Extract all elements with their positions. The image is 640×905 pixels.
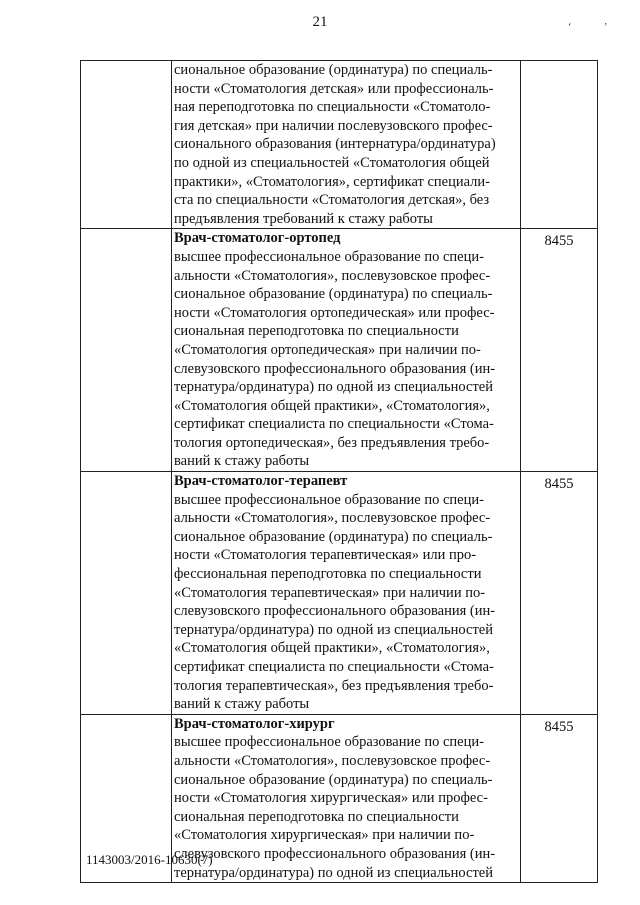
text-line: тология терапевтическая», без предъявления требо- (174, 677, 494, 694)
text-line: «Стоматология ортопедическая» при наличии по- (174, 341, 481, 358)
text-line: ваний к стажу работы (174, 453, 310, 470)
text-line: слевузовского профессионального образования (ин- (174, 360, 496, 377)
text-line: ности «Стоматология детская» или профессиональ- (174, 80, 494, 97)
text-line: сиональная переподготовка по специальности (174, 323, 459, 340)
empty-cell (81, 229, 172, 472)
table-row (81, 61, 598, 229)
text-line: ности «Стоматология хирургическая» или профес- (174, 790, 488, 807)
requirements-cell (172, 61, 521, 229)
position-heading: Врач-стоматолог-терапевт (174, 473, 348, 490)
text-line: «Стоматология общей практики», «Стоматология», (174, 640, 490, 657)
text-line: сиональное образование (ординатура) по специаль- (174, 62, 493, 78)
text-line: слевузовского профессионального образования (ин- (174, 845, 496, 862)
text-line: слевузовского профессионального образования (ин- (174, 603, 496, 620)
text-line: высшее профессиональное образование по специ- (174, 734, 484, 751)
scan-mark: ʻ (568, 22, 572, 33)
requirements-cell (172, 472, 521, 715)
value-cell: 8455 (521, 714, 598, 882)
position-heading: Врач-стоматолог-хирург (174, 715, 335, 732)
text-line: «Стоматология терапевтическая» при наличии по- (174, 584, 486, 601)
value-cell (521, 61, 598, 229)
text-line: тернатура/ординатура) по одной из специальностей (174, 379, 494, 396)
requirements-cell (172, 714, 521, 882)
page-number: 21 (312, 14, 328, 30)
text-line: предъявления требований к стажу работы (174, 210, 433, 227)
text-line: ности «Стоматология ортопедическая» или профес- (174, 304, 495, 321)
text-line: тернатура/ординатура) по одной из специальностей (174, 621, 494, 638)
text-line: практики», «Стоматология», сертификат специали- (174, 173, 490, 190)
text-line: тология ортопедическая», без предъявления требо- (174, 434, 490, 451)
text-line: фессиональная переподготовка по специальности (174, 566, 482, 583)
table-row (81, 229, 598, 472)
requirements-text (174, 733, 518, 882)
text-line: ная переподготовка по специальности «Стоматоло- (174, 99, 491, 116)
value-cell: 8455 (521, 229, 598, 472)
text-line: высшее профессиональное образование по специ- (174, 248, 484, 265)
requirements-text (174, 491, 518, 714)
text-line: сертификат специалиста по специальности «Стома- (174, 659, 494, 675)
text-line: сиональное образование (ординатура) по специаль- (174, 528, 493, 545)
text-line: тернатура/ординатура) по одной из специальностей (174, 864, 494, 881)
text-line: сиональная переподготовка по специальности (174, 808, 459, 825)
requirements-cell (172, 229, 521, 472)
requirements-text (174, 248, 518, 471)
scan-mark: ʼ (604, 22, 608, 33)
text-line: по одной из специальностей «Стоматология общей (174, 154, 490, 171)
text-line: альности «Стоматология», послевузовское профес- (174, 267, 491, 284)
text-line: сиональное образование (ординатура) по специаль- (174, 771, 493, 788)
text-line: гия детская» при наличии послевузовского профес- (174, 117, 493, 134)
text-line: альности «Стоматология», послевузовское профес- (174, 752, 491, 769)
table-row (81, 472, 598, 715)
text-line: «Стоматология общей практики», «Стоматология», (174, 397, 490, 414)
text-line: ности «Стоматология терапевтическая» или про- (174, 547, 477, 564)
qualification-table (80, 60, 598, 883)
text-line: сионального образования (интернатура/ординатура) (174, 136, 496, 153)
text-line: «Стоматология хирургическая» при наличии по- (174, 827, 475, 844)
text-line: сиональное образование (ординатура) по специаль- (174, 286, 493, 303)
text-line: высшее профессиональное образование по специ- (174, 491, 484, 508)
empty-cell (81, 61, 172, 229)
text-line: ста по специальности «Стоматология детская», без (174, 192, 490, 209)
empty-cell (81, 472, 172, 715)
text-line: ваний к стажу работы (174, 696, 310, 713)
document-code: 1143003/2016-10630(7) (86, 852, 213, 867)
position-heading: Врач-стоматолог-ортопед (174, 230, 341, 247)
text-line: альности «Стоматология», послевузовское профес- (174, 510, 491, 527)
value-cell: 8455 (521, 472, 598, 715)
text-line: сертификат специалиста по специальности «Стома- (174, 416, 494, 433)
requirements-text (174, 61, 518, 228)
